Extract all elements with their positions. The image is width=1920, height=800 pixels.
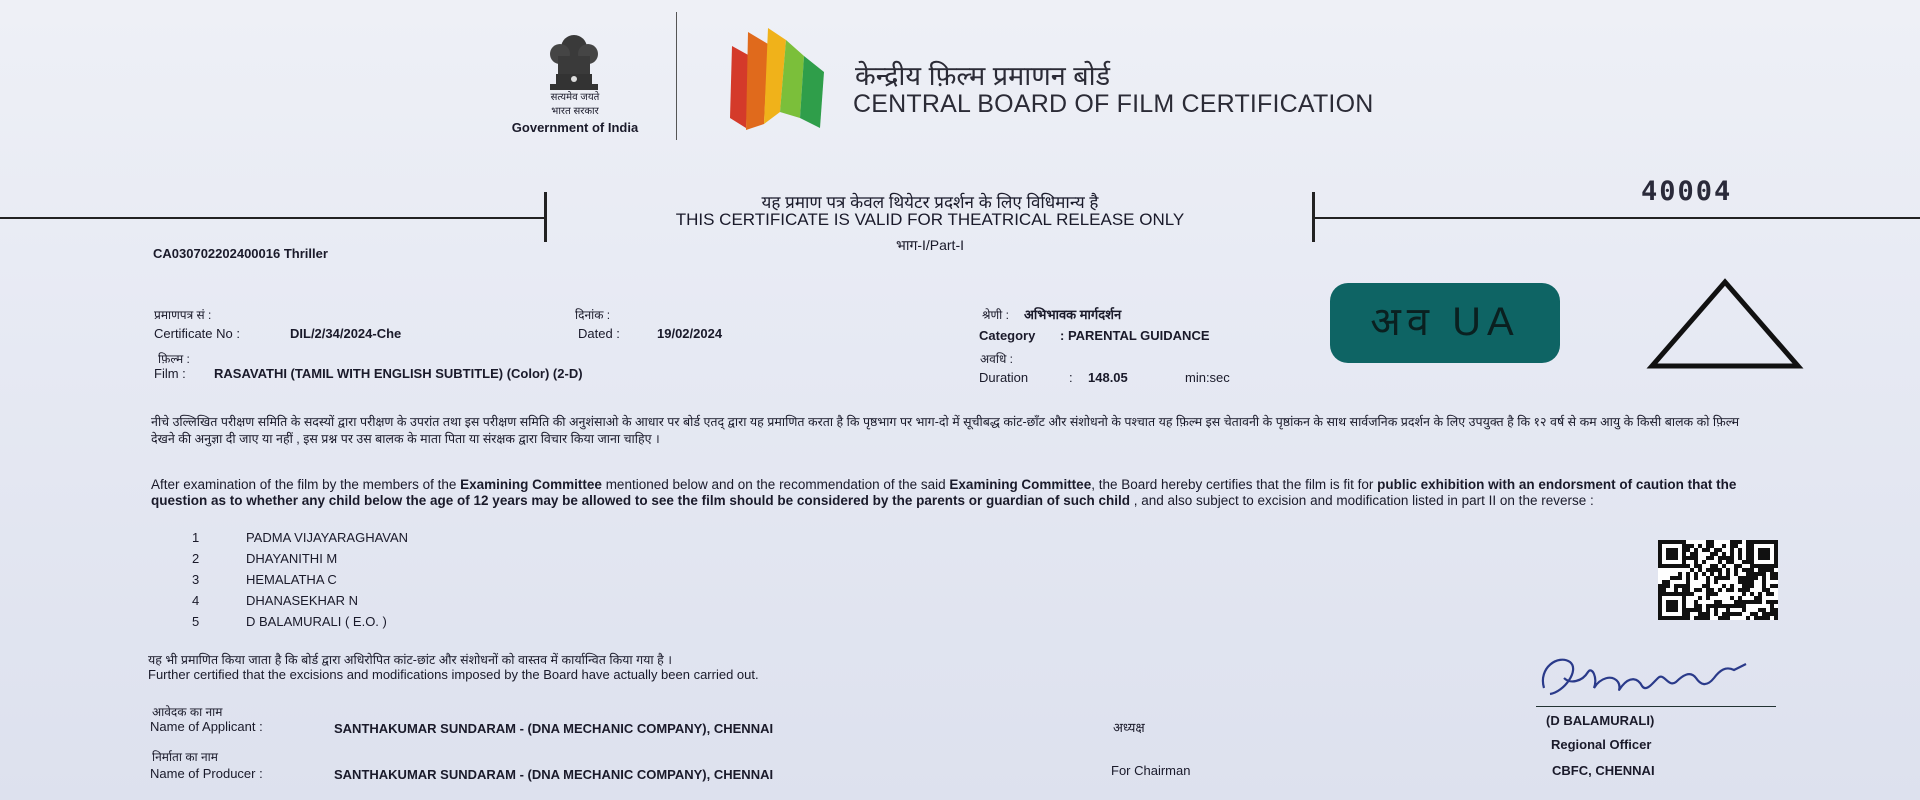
banner-rule-left — [0, 217, 546, 219]
gov-english: Government of India — [511, 120, 639, 135]
film-label: Film : — [154, 366, 186, 381]
member-name: DHANASEKHAR N — [246, 593, 358, 608]
further-text-hindi: यह भी प्रमाणित किया जाता है कि बोर्ड द्वारा अधिरोपित कांट-छांट और संशोधनों को वास्तव में कार्यान्वित किया गया है । — [148, 653, 672, 667]
producer-hindi-label: निर्माता का नाम — [152, 750, 218, 764]
gov-hindi: भारत सरकार — [551, 106, 599, 117]
certificate-no-label: Certificate No : — [154, 326, 240, 341]
film-title: RASAVATHI (TAMIL WITH ENGLISH SUBTITLE) (Color) (2-D) — [214, 366, 583, 381]
applicant-label: Name of Applicant : — [150, 719, 263, 734]
header-divider — [676, 12, 677, 140]
category-hindi-value: अभिभावक मार्गदर्शन — [1024, 307, 1122, 322]
banner-part: भाग-I/Part-I — [895, 237, 965, 253]
member-name: DHAYANITHI M — [246, 551, 338, 566]
applicant-value: SANTHAKUMAR SUNDARAM - (DNA MECHANIC COMPANY), CHENNAI — [334, 721, 774, 736]
category-hindi-label: श्रेणी : — [982, 308, 1009, 322]
officer-title: Regional Officer — [1551, 737, 1652, 752]
qr-code-icon — [1658, 540, 1778, 620]
officer-name: (D BALAMURALI) — [1546, 713, 1655, 728]
rating-badge: अव UA — [1330, 283, 1560, 363]
producer-value: SANTHAKUMAR SUNDARAM - (DNA MECHANIC COMPANY), CHENNAI — [334, 767, 774, 782]
member-name: D BALAMURALI ( E.O. ) — [246, 614, 387, 629]
producer-label: Name of Producer : — [150, 766, 263, 781]
dated-value: 19/02/2024 — [657, 326, 723, 341]
applicant-hindi-label: आवेदक का नाम — [152, 705, 223, 719]
category-label: Category — [979, 328, 1036, 343]
cbfc-logo-icon — [728, 20, 828, 132]
caution-text: public exhibition with an endorsment of caution that the question as to whether any child below the age of 12 years may be allowed to see the film should be considered by the parents or guardian of such child — [151, 477, 1737, 508]
serial-number: 40004 — [1641, 176, 1733, 207]
banner-english: THIS CERTIFICATE IS VALID FOR THEATRICAL RELEASE ONLY — [675, 210, 1185, 229]
duration-unit: min:sec — [1185, 370, 1230, 385]
reference-code: CA030702202400016 Thriller — [153, 246, 328, 261]
member-number: 4 — [192, 593, 200, 608]
signature-icon — [1530, 648, 1780, 712]
triangle-icon — [1646, 276, 1804, 372]
member-number: 1 — [192, 530, 200, 545]
chairman-hindi: अध्यक्ष — [1113, 720, 1145, 735]
certificate-no-hindi-label: प्रमाणपत्र सं : — [154, 308, 212, 322]
emblem-motto: सत्यमेव जयते — [550, 92, 600, 103]
banner-hindi: यह प्रमाण पत्र केवल थियेटर प्रदर्शन के लिए विधिमान्य है — [761, 193, 1099, 212]
dated-hindi-label: दिनांक : — [575, 308, 611, 322]
member-number: 3 — [192, 572, 200, 587]
category-value: : PARENTAL GUIDANCE — [1060, 328, 1210, 343]
for-chairman: For Chairman — [1111, 763, 1191, 778]
signature-line — [1536, 706, 1776, 707]
org-name-hindi: केन्द्रीय फ़िल्म प्रमाणन बोर्ड — [855, 61, 1111, 91]
dated-label: Dated : — [578, 326, 620, 341]
member-number: 5 — [192, 614, 200, 629]
banner-rule-right — [1314, 217, 1920, 219]
certification-text-hindi: नीचे उल्लिखित परीक्षण समिति के सदस्यों द्वारा परीक्षण के उपरांत तथा इस परीक्षण समिति की अनुशंसाओ के आधार पर बोर्ड एतद् द्वारा यह प्रमाणित करता है कि पृष्ठभाग पर भाग-दो में सूचीबद्ध कांट-छाँट और संशोधनो के पश्चात यह फ़िल्म इस चेतावनी के पृष्ठांकन के साथ सार्वजनिक प्रदर्शन के लिए उपयुक्त है कि १२ वर्ष से कम आयु के किसी बालक को फ़िल्म देखने की अनुज्ञा दी जाए या नहीं , इस प्रश्न पर उस बालक के माता पिता या संरक्षक द्वारा विचार किया जाना चाहिए । — [151, 415, 1740, 446]
officer-office: CBFC, CHENNAI — [1552, 763, 1655, 778]
duration-hindi-label: अवधि : — [980, 352, 1013, 366]
duration-label: Duration — [979, 370, 1029, 385]
certification-text-english: After examination of the film by the members of the Examining Committee mentioned below and on the recommendation of the said Examining Committee, the Board hereby certifies that the film is fit for public exhibition with an endorsment of caution that the question as to whether any child below the age of 12 years may be allowed to see the film should be considered by the parents or guardian of such child , and also subject to excision and modification listed in part II on the reverse : — [151, 477, 1737, 508]
org-name-english: CENTRAL BOARD OF FILM CERTIFICATION — [853, 90, 1374, 118]
further-text-english: Further certified that the excisions and modifications imposed by the Board have actually been carried out. — [148, 667, 759, 682]
duration-value: 148.05 — [1088, 370, 1128, 385]
national-emblem-icon — [536, 26, 612, 98]
film-hindi-label: फ़िल्म : — [158, 352, 190, 366]
member-number: 2 — [192, 551, 200, 566]
certificate-no-value: DIL/2/34/2024-Che — [290, 326, 402, 341]
member-name: HEMALATHA C — [246, 572, 337, 587]
member-name: PADMA VIJAYARAGHAVAN — [246, 530, 409, 545]
